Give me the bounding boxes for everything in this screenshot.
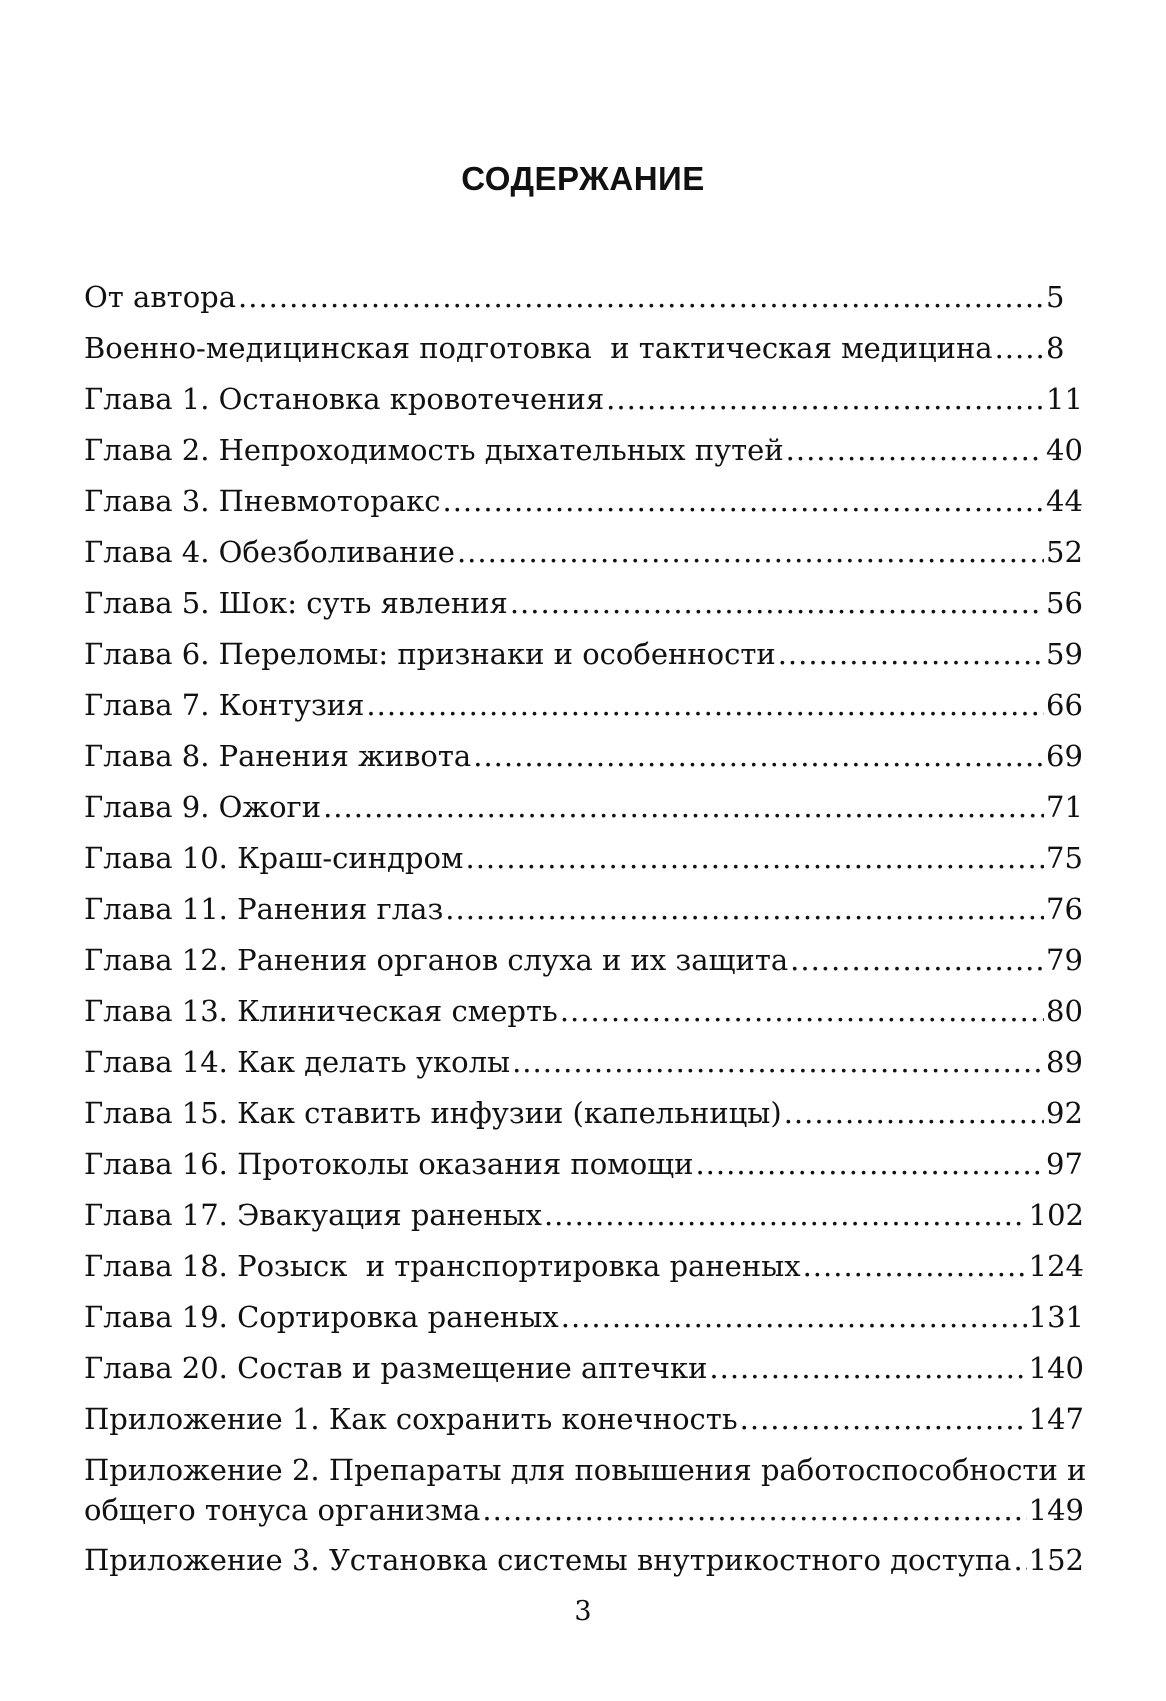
toc-entry bbox=[84, 1094, 1084, 1145]
toc-entry-page: 59 bbox=[1046, 637, 1083, 671]
toc-entry bbox=[84, 1298, 1084, 1349]
toc-entry bbox=[84, 584, 1084, 635]
toc-entry-page: 69 bbox=[1046, 739, 1083, 773]
toc-entry-page: 52 bbox=[1046, 535, 1083, 569]
toc-entry-title: Военно-медицинская подготовка и тактическая медицина bbox=[84, 331, 993, 365]
toc-entry-title: Глава 6. Переломы: признаки и особенности bbox=[84, 637, 776, 671]
dot-leader bbox=[778, 635, 1044, 673]
toc-entry bbox=[84, 278, 1084, 329]
toc-entry-title: Глава 8. Ранения живота bbox=[84, 739, 472, 773]
toc-entry-title: Глава 15. Как ставить инфузии (капельницы) bbox=[84, 1096, 782, 1130]
toc-entry-page: 44 bbox=[1046, 484, 1083, 518]
toc-entry-page: 75 bbox=[1046, 841, 1083, 875]
toc-entry bbox=[84, 890, 1084, 941]
dot-leader bbox=[366, 686, 1044, 724]
dot-leader bbox=[238, 278, 1044, 316]
toc-entry-title: Глава 20. Состав и размещение аптечки bbox=[84, 1351, 708, 1385]
dot-leader bbox=[445, 890, 1044, 928]
dot-leader bbox=[442, 482, 1044, 520]
toc-entry bbox=[84, 1145, 1084, 1196]
toc-entry bbox=[84, 533, 1084, 584]
dot-leader bbox=[740, 1400, 1027, 1438]
toc-entry-page: 131 bbox=[1028, 1300, 1084, 1334]
toc-entry bbox=[84, 1196, 1084, 1247]
toc-entry-page: 147 bbox=[1028, 1402, 1084, 1436]
toc-entry bbox=[84, 1400, 1084, 1451]
toc-entry-title: Глава 9. Ожоги bbox=[84, 790, 322, 824]
toc-entry bbox=[84, 482, 1084, 533]
toc-entry-page: 89 bbox=[1046, 1045, 1083, 1079]
toc-entry-page: 79 bbox=[1046, 943, 1083, 977]
toc-entry bbox=[84, 737, 1084, 788]
toc-entry-title: Глава 19. Сортировка раненых bbox=[84, 1300, 559, 1334]
dot-leader bbox=[606, 380, 1044, 418]
dot-leader bbox=[465, 839, 1044, 877]
toc-entry-title: Глава 5. Шок: суть явления bbox=[84, 586, 508, 620]
toc-entry-title: Глава 16. Протоколы оказания помощи bbox=[84, 1147, 694, 1181]
dot-leader bbox=[709, 1349, 1026, 1387]
toc-entry-page: 11 bbox=[1046, 382, 1083, 416]
dot-leader bbox=[560, 992, 1044, 1030]
toc-entry-title: Глава 18. Розыск и транспортировка раненых bbox=[84, 1249, 801, 1283]
dot-leader bbox=[695, 1145, 1044, 1183]
toc-entry-page: 97 bbox=[1046, 1147, 1083, 1181]
toc-entry-title: Глава 13. Клиническая смерть bbox=[84, 994, 558, 1028]
toc-entry-title: Глава 3. Пневмоторакс bbox=[84, 484, 441, 518]
toc-entry-title: Глава 10. Краш-синдром bbox=[84, 841, 464, 875]
toc-entry bbox=[84, 992, 1084, 1043]
toc-entry bbox=[84, 1451, 1087, 1541]
dot-leader bbox=[510, 584, 1044, 622]
toc-entry-title-continued: общего тонуса организма bbox=[84, 1493, 481, 1527]
toc-entry-title: Глава 14. Как делать уколы bbox=[84, 1045, 511, 1079]
toc-entry-title: Глава 4. Обезболивание bbox=[84, 535, 455, 569]
toc-entry bbox=[84, 380, 1084, 431]
dot-leader bbox=[786, 431, 1044, 469]
toc-entry-continuation bbox=[84, 1491, 1084, 1541]
toc-entry-page: 8 bbox=[1046, 331, 1065, 365]
dot-leader bbox=[784, 1094, 1044, 1132]
toc-entry-title: Глава 12. Ранения органов слуха и их защита bbox=[84, 943, 789, 977]
toc-entry-page: 56 bbox=[1046, 586, 1083, 620]
toc-entry-page: 5 bbox=[1046, 280, 1065, 314]
dot-leader bbox=[790, 941, 1044, 979]
toc-entry-title: Приложение 2. Препараты для повышения работоспособности и bbox=[84, 1453, 1087, 1487]
toc-entry-page: 76 bbox=[1046, 892, 1083, 926]
table-of-contents bbox=[84, 278, 1087, 1592]
toc-entry bbox=[84, 1349, 1084, 1400]
toc-entry-title: Глава 7. Контузия bbox=[84, 688, 365, 722]
page-number: 3 bbox=[574, 1596, 592, 1627]
toc-entry bbox=[84, 1247, 1084, 1298]
dot-leader bbox=[482, 1491, 1026, 1529]
toc-entry-page: 92 bbox=[1046, 1096, 1083, 1130]
toc-entry bbox=[84, 329, 1084, 380]
dot-leader bbox=[803, 1247, 1027, 1285]
toc-entry-page: 102 bbox=[1028, 1198, 1084, 1232]
page-title: СОДЕРЖАНИЕ bbox=[461, 160, 705, 197]
dot-leader bbox=[995, 329, 1044, 367]
dot-leader bbox=[323, 788, 1044, 826]
toc-entry-page: 66 bbox=[1046, 688, 1083, 722]
toc-entry-title: Приложение 1. Как сохранить конечность bbox=[84, 1402, 738, 1436]
toc-entry-page: 140 bbox=[1028, 1351, 1084, 1385]
toc-entry-page: 71 bbox=[1046, 790, 1083, 824]
dot-leader bbox=[561, 1298, 1027, 1336]
toc-entry-title: Глава 17. Эвакуация раненых bbox=[84, 1198, 542, 1232]
toc-entry bbox=[84, 788, 1084, 839]
toc-entry bbox=[84, 941, 1084, 992]
dot-leader bbox=[544, 1196, 1027, 1234]
dot-leader bbox=[457, 533, 1044, 571]
toc-entry-title: Приложение 3. Установка системы внутрикостного доступа bbox=[84, 1543, 1012, 1577]
toc-entry-page: 80 bbox=[1046, 994, 1083, 1028]
toc-entry bbox=[84, 431, 1084, 482]
toc-entry bbox=[84, 1043, 1084, 1094]
toc-entry-title: Глава 1. Остановка кровотечения bbox=[84, 382, 605, 416]
toc-entry-page: 40 bbox=[1046, 433, 1083, 467]
toc-entry bbox=[84, 686, 1084, 737]
dot-leader bbox=[473, 737, 1044, 775]
toc-entry-title: Глава 11. Ранения глаз bbox=[84, 892, 444, 926]
toc-entry bbox=[84, 839, 1084, 890]
toc-entry-title: Глава 2. Непроходимость дыхательных путей bbox=[84, 433, 784, 467]
toc-entry-page: 152 bbox=[1028, 1543, 1084, 1577]
dot-leader bbox=[1013, 1541, 1026, 1579]
toc-entry bbox=[84, 1541, 1084, 1592]
toc-entry-page: 124 bbox=[1028, 1249, 1084, 1283]
toc-entry-page: 149 bbox=[1028, 1493, 1084, 1527]
toc-entry-title: От автора bbox=[84, 280, 237, 314]
dot-leader bbox=[512, 1043, 1044, 1081]
toc-entry bbox=[84, 635, 1084, 686]
